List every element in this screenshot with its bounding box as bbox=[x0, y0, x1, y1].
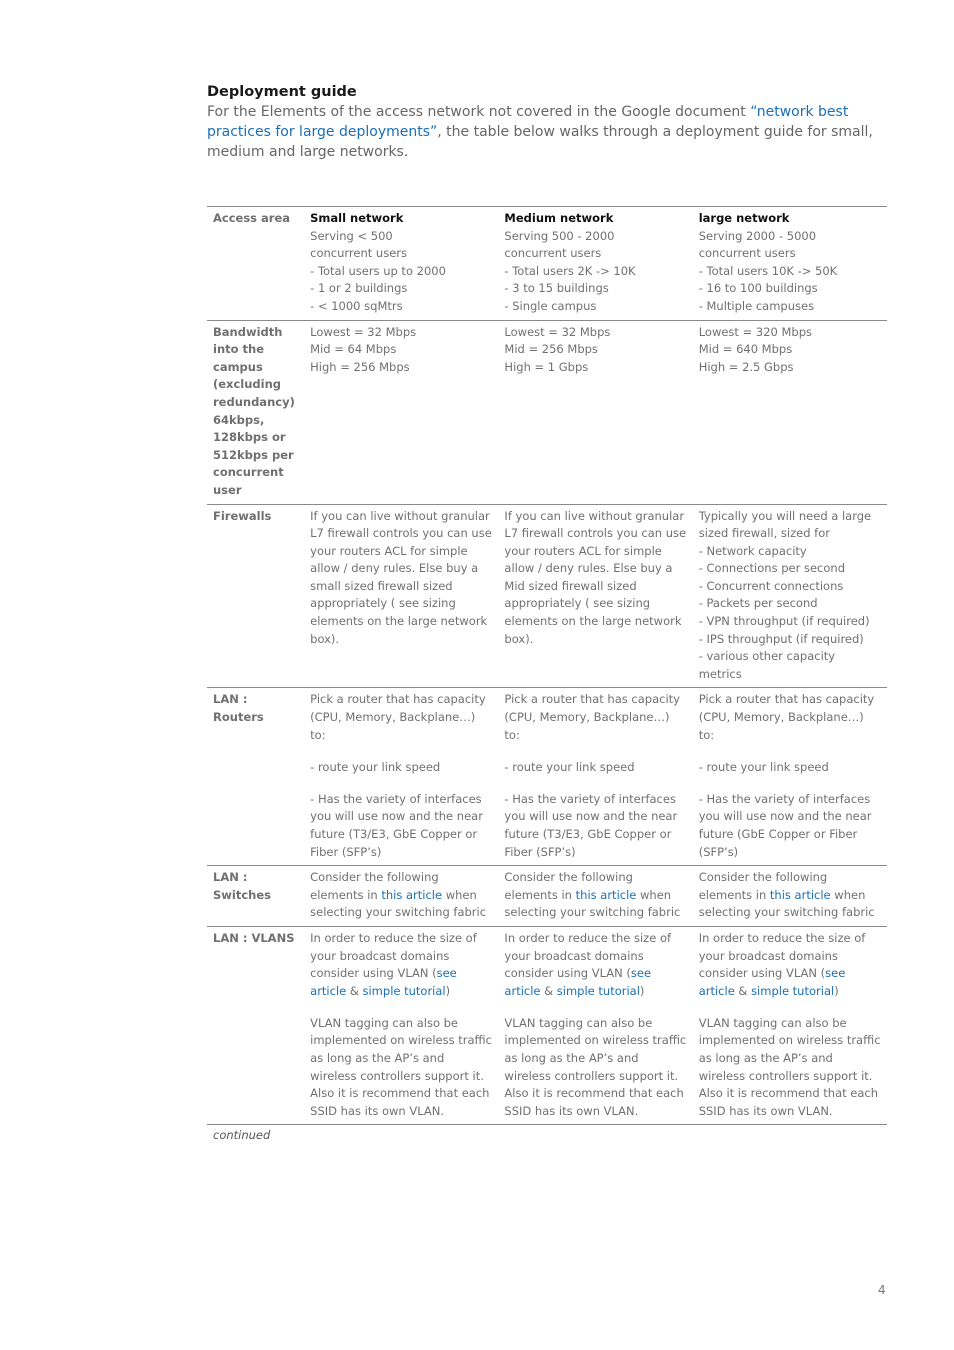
this-article-link[interactable]: this article bbox=[575, 887, 637, 902]
router-paragraph: - route your link speed bbox=[310, 759, 441, 774]
vlan-paragraph: VLAN tagging can also be implemented on wireless traffic as long as the AP’s and wireless controllers support it. Also it is recommend that each SSID has its own VLAN. bbox=[504, 1015, 687, 1118]
cell-routers-large bbox=[693, 688, 887, 866]
large-line: - Total users 10K -> 50K bbox=[698, 263, 838, 278]
see-article-link[interactable]: see article bbox=[310, 966, 457, 998]
medium-line: - 3 to 15 buildings bbox=[504, 281, 609, 296]
deployment-guide-table bbox=[207, 206, 887, 1125]
bandwidth-line: Lowest = 32 Mbps bbox=[310, 324, 417, 339]
row-label-access-area: Access area bbox=[207, 207, 304, 321]
vlan-close: ) bbox=[445, 983, 451, 998]
large-line: concurrent users bbox=[698, 246, 796, 261]
bandwidth-line: Mid = 256 Mbps bbox=[504, 342, 598, 357]
row-label-routers: LAN : Routers bbox=[207, 688, 304, 866]
router-paragraph: - route your link speed bbox=[504, 759, 635, 774]
small-line: Serving < 500 bbox=[310, 228, 393, 243]
vlan-text: In order to reduce the size of your broadcast domains consider using VLAN ( bbox=[504, 930, 672, 981]
row-label-vlans: LAN : VLANS bbox=[207, 926, 304, 1124]
cell-firewalls-medium: If you can live without granular L7 firewall controls you can use your routers ACL for simple allow / deny rules. Else buy a Mid sized firewall sized appropriately ( see sizing elements on the large network box). bbox=[498, 504, 692, 688]
page-number: 4 bbox=[878, 1283, 886, 1297]
vlan-paragraph: VLAN tagging can also be implemented on wireless traffic as long as the AP’s and wireless controllers support it. Also it is recommend that each SSID has its own VLAN. bbox=[698, 1015, 881, 1118]
switch-text: when selecting your switching fabric bbox=[698, 887, 875, 920]
table-row-routers bbox=[207, 688, 887, 866]
page-content bbox=[207, 84, 887, 1142]
cell-bandwidth-large bbox=[693, 320, 887, 504]
vlan-close: ) bbox=[639, 983, 645, 998]
row-label-switches: LAN : Switches bbox=[207, 866, 304, 927]
small-line: - Total users up to 2000 bbox=[310, 263, 446, 278]
router-paragraph: Pick a router that has capacity (CPU, Memory, Backplane…) to: bbox=[698, 692, 875, 742]
cell-switches-large bbox=[693, 866, 887, 927]
see-article-link[interactable]: see article bbox=[504, 966, 652, 998]
medium-line: concurrent users bbox=[504, 246, 602, 261]
large-line: - Multiple campuses bbox=[698, 298, 815, 313]
switch-text: Consider the following elements in bbox=[504, 870, 633, 902]
bandwidth-line: High = 256 Mbps bbox=[310, 359, 410, 374]
bandwidth-line: Lowest = 32 Mbps bbox=[504, 324, 611, 339]
small-line: - 1 or 2 buildings bbox=[310, 281, 408, 296]
see-article-link[interactable]: see article bbox=[698, 966, 846, 998]
intro-paragraph bbox=[207, 102, 875, 162]
bandwidth-line: Lowest = 320 Mbps bbox=[698, 324, 812, 339]
table-row-switches bbox=[207, 866, 887, 927]
continued-note: continued bbox=[213, 1128, 271, 1142]
switch-text: Consider the following elements in bbox=[698, 870, 828, 902]
vlan-text: In order to reduce the size of your broadcast domains consider using VLAN ( bbox=[310, 930, 477, 981]
router-paragraph: - route your link speed bbox=[698, 759, 829, 774]
router-paragraph: - Has the variety of interfaces you will use now and the near future (GbE Copper or Fiber (SFP’s) bbox=[698, 791, 872, 859]
vlan-amp: & bbox=[346, 983, 363, 998]
cell-firewalls-small: If you can live without granular L7 firewall controls you can use your routers ACL for simple allow / deny rules. Else buy a small sized firewall sized appropriately ( see sizing elements on the large network box). bbox=[304, 504, 498, 688]
cell-large-network bbox=[693, 207, 887, 321]
large-line: Serving 2000 - 5000 bbox=[698, 228, 817, 243]
cell-vlans-large bbox=[693, 926, 887, 1124]
switch-text: Consider the following elements in bbox=[310, 870, 439, 902]
vlan-amp: & bbox=[734, 983, 752, 998]
table-row-firewalls bbox=[207, 504, 887, 688]
small-line: - < 1000 sqMtrs bbox=[310, 298, 403, 313]
simple-tutorial-link[interactable]: simple tutorial bbox=[751, 983, 835, 998]
intro-text-end: , the table below walks through a deployment guide for small, medium and large networks. bbox=[207, 124, 873, 160]
simple-tutorial-link[interactable]: simple tutorial bbox=[556, 983, 640, 998]
router-paragraph: Pick a router that has capacity (CPU, Memory, Backplane…) to: bbox=[310, 692, 486, 742]
cell-routers-medium bbox=[498, 688, 692, 866]
bandwidth-line: Mid = 64 Mbps bbox=[310, 342, 397, 357]
vlan-text: In order to reduce the size of your broadcast domains consider using VLAN ( bbox=[698, 930, 866, 981]
medium-line: Serving 500 - 2000 bbox=[504, 228, 615, 243]
column-title-medium: Medium network bbox=[504, 211, 614, 225]
table-row-bandwidth bbox=[207, 320, 887, 504]
section-heading: Deployment guide bbox=[207, 84, 357, 100]
vlan-paragraph bbox=[699, 930, 881, 1000]
bandwidth-line: High = 2.5 Gbps bbox=[698, 359, 794, 374]
bandwidth-line: Mid = 640 Mbps bbox=[698, 342, 793, 357]
medium-line: - Total users 2K -> 10K bbox=[504, 263, 636, 278]
cell-firewalls-large: Typically you will need a large sized firewall, sized for - Network capacity - Connections per second - Concurrent connections - Packets per second - VPN throughput (if required) - IPS throughput (if required) - various other capacity metrics bbox=[693, 504, 887, 688]
simple-tutorial-link[interactable]: simple tutorial bbox=[362, 983, 446, 998]
table-row-vlans bbox=[207, 926, 887, 1124]
vlan-amp: & bbox=[540, 983, 557, 998]
network-best-practices-link[interactable]: “network best practices for large deployments” bbox=[207, 104, 849, 140]
row-label-bandwidth: Bandwidth into the campus (excluding redundancy) 64kbps, 128kbps or 512kbps per concurrent user bbox=[207, 320, 304, 504]
cell-bandwidth-medium bbox=[498, 320, 692, 504]
column-title-small: Small network bbox=[310, 211, 404, 225]
router-paragraph: - Has the variety of interfaces you will use now and the near future (T3/E3, GbE Copper or Fiber (SFP’s) bbox=[504, 791, 678, 859]
vlan-close: ) bbox=[834, 983, 839, 998]
router-paragraph: Pick a router that has capacity (CPU, Memory, Backplane…) to: bbox=[504, 692, 680, 742]
this-article-link[interactable]: this article bbox=[381, 887, 443, 902]
row-label-firewalls: Firewalls bbox=[207, 504, 304, 688]
cell-bandwidth-small bbox=[304, 320, 498, 504]
cell-vlans-small bbox=[304, 926, 498, 1124]
vlan-paragraph bbox=[504, 930, 686, 1000]
cell-small-network bbox=[304, 207, 498, 321]
cell-routers-small bbox=[304, 688, 498, 866]
router-paragraph: - Has the variety of interfaces you will use now and the near future (T3/E3, GbE Copper or Fiber (SFP’s) bbox=[310, 791, 483, 859]
medium-line: - Single campus bbox=[504, 298, 597, 313]
cell-switches-medium bbox=[498, 866, 692, 927]
table-row-access-area bbox=[207, 207, 887, 321]
large-line: - 16 to 100 buildings bbox=[698, 281, 818, 296]
column-title-large: large network bbox=[698, 211, 790, 225]
this-article-link[interactable]: this article bbox=[769, 887, 831, 902]
cell-switches-small bbox=[304, 866, 498, 927]
switch-text: when selecting your switching fabric bbox=[504, 887, 681, 920]
small-line: concurrent users bbox=[310, 246, 408, 261]
intro-text: For the Elements of the access network not covered in the Google document bbox=[207, 104, 751, 120]
switch-text: when selecting your switching fabric bbox=[310, 887, 487, 920]
bandwidth-line: High = 1 Gbps bbox=[504, 359, 589, 374]
vlan-paragraph bbox=[310, 930, 492, 1000]
vlan-paragraph: VLAN tagging can also be implemented on wireless traffic as long as the AP’s and wireless controllers support it. Also it is recommend that each SSID has its own VLAN. bbox=[310, 1015, 492, 1118]
cell-medium-network bbox=[498, 207, 692, 321]
cell-vlans-medium bbox=[498, 926, 692, 1124]
